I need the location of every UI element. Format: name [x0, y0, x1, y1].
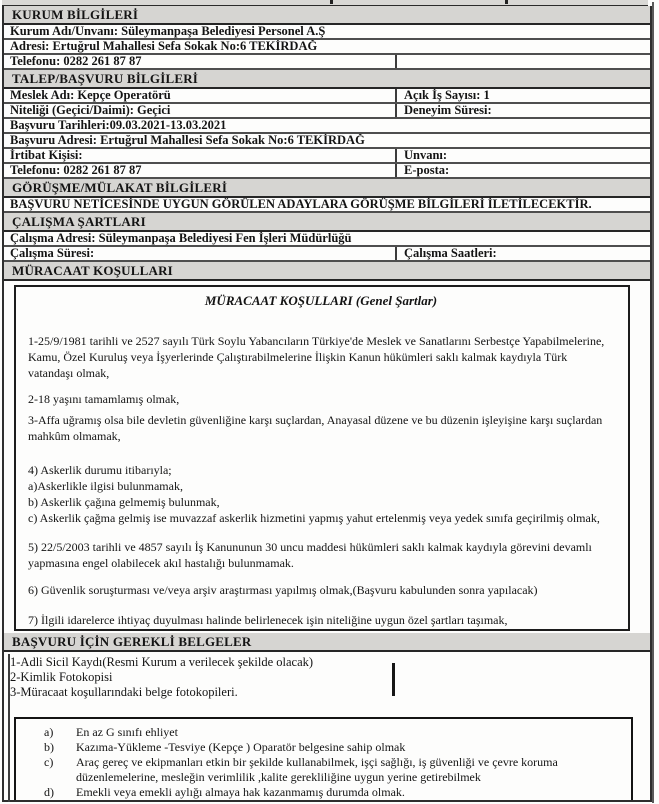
letter-c-text: Araç gereç ve ekipmanları etkin bir şekilde kullanabilmek, işçi sağlığı, iş güvenliği ve çevre koruma düzenlemelerine, mesleğin verimlilik ,kalite gerekliliğine uygun yerine getirebilmek: [76, 755, 558, 784]
letter-b-label: b): [44, 740, 54, 754]
form-table: [2, 6, 652, 802]
irtibat-kisisi-value: İrtibat Kişisi:: [10, 149, 83, 162]
calisma-suresi-value: Çalışma Süresi:: [10, 247, 95, 260]
deneyim-suresi-value: Deneyim Süresi:: [395, 104, 650, 117]
muracaat-paragraph-4b: b) Askerlik çağına gelmemiş bulunmak,: [28, 495, 220, 509]
section-header-gerekli-belgeler: BAŞVURU İÇİN GEREKLİ BELGELER: [4, 633, 650, 652]
belge-item-1: 1-Adli Sicil Kaydı(Resmi Kurum a verilecek şekilde olacak): [10, 655, 314, 669]
letter-a-text: En az G sınıfı ehliyet: [76, 725, 178, 739]
row-basvuru-tarihleri: [4, 119, 650, 134]
kurum-adresi-value: Adresi: Ertuğrul Mahallesi Sefa Sokak No:6 TEKİRDAĞ: [10, 40, 318, 53]
letter-item-d: [42, 785, 623, 800]
basvuru-tarihleri-value: Başvuru Tarihleri:09.03.2021-13.03.2021: [10, 119, 227, 132]
muracaat-content-area: [4, 281, 650, 633]
row-meslek-acikis: [4, 89, 650, 104]
basvuru-adresi-value: Başvuru Adresi: Ertuğrul Mahallesi Sefa Sokak No:6 TEKİRDAĞ: [10, 134, 365, 147]
row-calisma-adresi: [4, 232, 650, 247]
kurum-telefonu-empty-cell: [395, 55, 650, 68]
page-right-double-border: [652, 2, 654, 803]
letter-item-c: [42, 755, 623, 785]
acik-is-sayisi-value: Açık İş Sayısı: 1: [395, 89, 650, 102]
section-header-calisma-sartlari: ÇALIŞMA ŞARTLARI: [4, 213, 650, 232]
letter-item-a: [42, 725, 623, 740]
belge-item-3: 3-Müracaat koşullarındaki belge fotokopileri.: [10, 685, 238, 699]
muracaat-paragraph-4c: c) Askerlik çağma gelmiş ise muvazzaf askerlik hizmetini yapmış yahut ertelenmiş veya yedek sınıfa geçirilmiş olmak,: [28, 511, 600, 525]
belgeler-inner-left-border: [8, 654, 10, 802]
scan-speck: [330, 0, 333, 4]
scan-speck: [505, 0, 508, 4]
muracaat-paragraph-4: 4) Askerlik durumu itibarıyla;: [28, 463, 172, 477]
kurum-adi-value: Kurum Adı/Unvanı: Süleymanpaşa Belediyesi Personel A.Ş: [10, 25, 326, 38]
eposta-value: E-posta:: [395, 164, 650, 177]
row-irtibat-unvan: [4, 149, 650, 164]
muracaat-genel-sartlar-box: [14, 285, 630, 631]
calisma-saatleri-value: Çalışma Saatleri:: [395, 247, 650, 260]
letter-a-label: a): [44, 725, 54, 739]
letter-d-text: Emekli veya emekli aylığı almaya hak kazanmamış durumda olmak.: [76, 785, 405, 799]
row-basvuru-adresi: [4, 134, 650, 149]
row-kurum-telefonu: [4, 55, 650, 70]
letter-b-text: Kazıma-Yükleme -Tesviye (Kepçe ) Oparatör belgesine sahip olmak: [76, 740, 406, 754]
section-header-kurum-bilgileri: KURUM BİLGİLERİ: [4, 6, 650, 25]
calisma-adresi-value: Çalışma Adresi: Süleymanpaşa Belediyesi Fen İşleri Müdürlüğü: [10, 232, 352, 245]
row-gorusme-notu: [4, 198, 650, 213]
muracaat-box-title: MÜRACAAT KOŞULLARI (Genel Şartlar): [204, 293, 438, 308]
row-nitelik-deneyim: [4, 104, 650, 119]
muracaat-paragraph-7b: [28, 628, 614, 631]
section-header-gorusme-mulakat: GÖRÜŞME/MÜLAKAT BİLGİLERİ: [4, 179, 650, 198]
row-calisma-suresi-saatleri: [4, 247, 650, 262]
muracaat-paragraph-3: 3-Affa uğramış olsa bile devletin güvenliğine karşı suçlardan, Anayasal düzene ve bu düzenin işleyişine karşı suçlardan mahkûm olmamak,: [28, 413, 603, 443]
unvani-value: Unvanı:: [395, 149, 650, 162]
muracaat-paragraph-2: 2-18 yaşını tamamlamış olmak,: [28, 392, 180, 406]
row-telefon-eposta: [4, 164, 650, 179]
kurum-telefonu-value: Telefonu: 0282 261 87 87: [10, 55, 142, 68]
section-header-talep-basvuru: TALEP/BAŞVURU BİLGİLERİ: [4, 70, 650, 89]
belgeler-list: [4, 652, 650, 715]
row-kurum-adresi: [4, 40, 650, 55]
scan-artifact-vertical-stroke: [392, 663, 395, 696]
letter-c-label: c): [44, 755, 54, 769]
meslek-adi-value: Meslek Adı: Kepçe Operatörü: [10, 89, 171, 102]
letter-item-b: [42, 740, 623, 755]
belgeler-box-area: [4, 715, 650, 800]
muracaat-paragraph-7: 7) İlgili idarelerce ihtiyaç duyulması halinde belirlenecek işin niteliğine uygun özel şartları taşımak,: [28, 613, 508, 627]
gorusme-notu-value: BAŞVURU NETİCESİNDE UYGUN GÖRÜLEN ADAYLARA GÖRÜŞME BİLGİLERİ İLETİLECEKTİR.: [10, 198, 592, 211]
muracaat-paragraph-6: 6) Güvenlik soruşturması ve/veya arşiv araştırması yapılmış olmak,(Başvuru kabulunden sonra yapılacak): [28, 583, 538, 597]
muracaat-paragraph-5: 5) 22/5/2003 tarihli ve 4857 sayılı İş Kanununun 30 uncu maddesi hükümleri saklı kalmak kaydıyla görevini devamlı yapmasına engel olabilecek akıl hastalığı bulunmamak.: [28, 540, 592, 570]
muracaat-paragraph-4a: a)Askerlikle ilgisi bulunmamak,: [28, 479, 183, 493]
row-kurum-adi: [4, 25, 650, 40]
belge-item-2: 2-Kimlik Fotokopisi: [10, 670, 113, 684]
talep-telefonu-value: Telefonu: 0282 261 87 87: [10, 164, 142, 177]
belgeler-letter-box: [14, 717, 633, 800]
niteligi-value: Niteliği (Geçici/Daimi): Geçici: [10, 104, 171, 117]
letter-d-label: d): [44, 785, 54, 799]
section-header-muracaat-kosullari: MÜRACAAT KOŞULLARI: [4, 262, 650, 281]
muracaat-paragraph-1: 1-25/9/1981 tarihli ve 2527 sayılı Türk Soylu Yabancıların Türkiye'de Meslek ve Sanatlarını Serbestçe Yapabilmelerine, Kamu, Özel Kuruluş veya İşyerlerinde Çalıştırabilmelerine İlişkin Kanun hükümleri saklı kalmak kaydıyla Türk vatandaşı olmak,: [28, 334, 605, 380]
